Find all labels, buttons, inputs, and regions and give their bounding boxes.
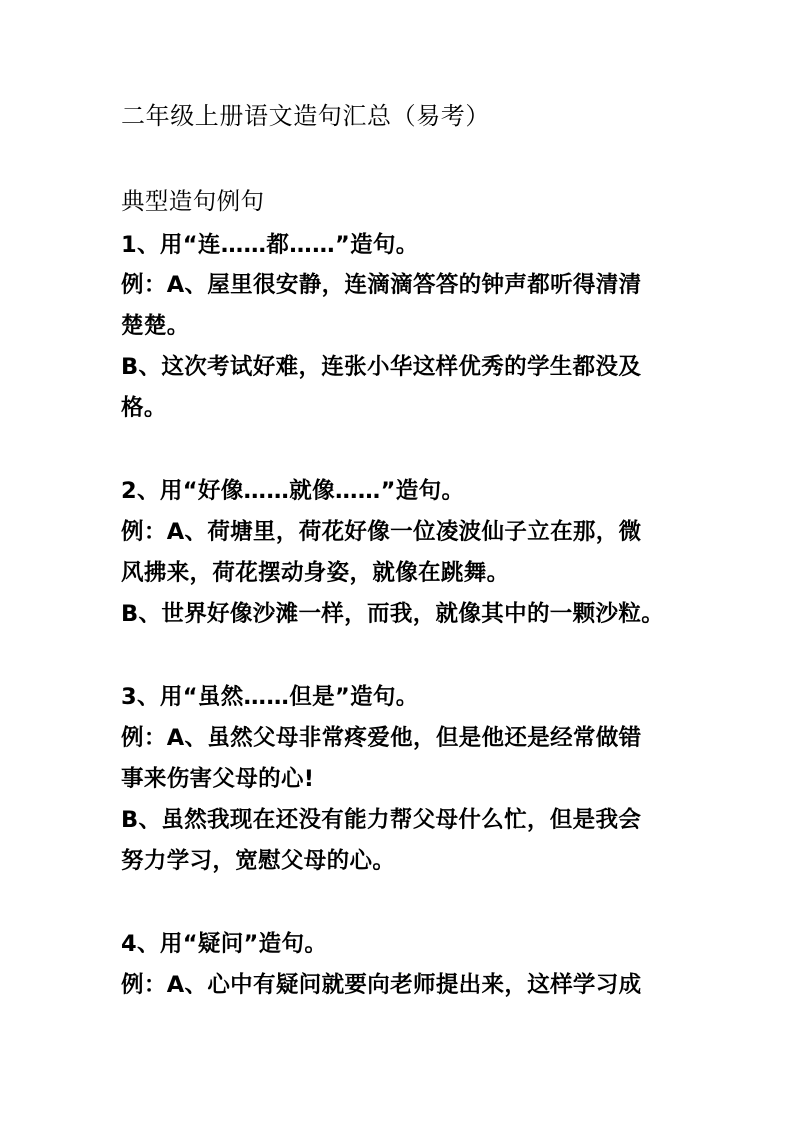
example-line: 事来伤害父母的心! xyxy=(121,766,315,792)
example-line: 例：A、心中有疑问就要向老师提出来，这样学习成 xyxy=(121,972,642,998)
example-line: 例：A、屋里很安静，连滴滴答答的钟声都听得清清 xyxy=(121,272,642,298)
example-line: 格。 xyxy=(121,395,167,421)
example-line: 努力学习，宽慰父母的心。 xyxy=(121,848,396,874)
exercise-1-prompt: 1、用“连……都……”造句。 xyxy=(121,232,419,258)
example-line: 楚楚。 xyxy=(121,313,190,339)
example-line: 例：A、荷塘里，荷花好像一位凌波仙子立在那，微 xyxy=(121,519,642,545)
example-line: 例：A、虽然父母非常疼爱他，但是他还是经常做错 xyxy=(121,725,642,751)
example-line: B、世界好像沙滩一样，而我，就像其中的一颗沙粒。 xyxy=(121,601,665,627)
example-line: B、虽然我现在还没有能力帮父母什么忙，但是我会 xyxy=(121,807,642,833)
example-line: 风拂来，荷花摆动身姿，就像在跳舞。 xyxy=(121,560,510,586)
exercise-3-prompt: 3、用“虽然……但是”造句。 xyxy=(121,684,419,710)
exercise-4-prompt: 4、用“疑问”造句。 xyxy=(121,931,328,957)
section-heading: 典型造句例句 xyxy=(121,187,265,215)
document-title: 二年级上册语文造句汇总（易考） xyxy=(121,102,490,130)
exercise-2-prompt: 2、用“好像……就像……”造句。 xyxy=(121,478,465,504)
example-line: B、这次考试好难，连张小华这样优秀的学生都没及 xyxy=(121,354,642,380)
